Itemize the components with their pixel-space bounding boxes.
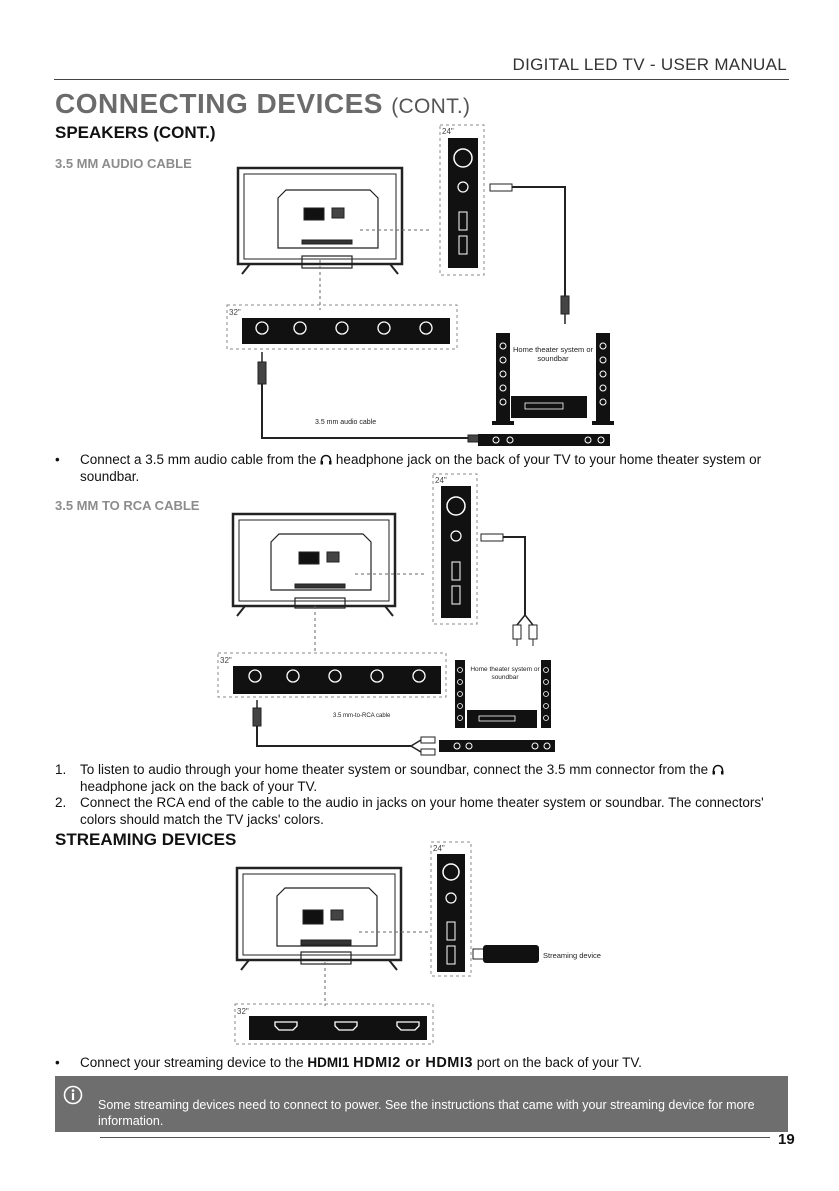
step-text [80, 761, 795, 795]
bullet-text-after: port on the back of your TV. [476, 1055, 642, 1070]
panel-32-label: 32" [220, 656, 232, 665]
port-hdmi2-hdmi3: HDMI2 or HDMI3 [353, 1055, 473, 1071]
tv-back-illustration [237, 868, 401, 970]
bullet-marker: • [55, 452, 60, 467]
device-label-line2: soundbar [537, 354, 569, 363]
device-label-line2: soundbar [491, 674, 519, 681]
rca-step-1 [55, 761, 795, 797]
headphone-icon [712, 764, 724, 775]
panel-24-label: 24" [435, 476, 447, 485]
step-number: 1. [55, 762, 67, 777]
bullet-text-before: Connect a 3.5 mm audio cable from the [80, 452, 317, 467]
panel-32-ports [249, 1016, 427, 1040]
info-note-text: Some streaming devices need to connect to power. See the instructions that came with your streaming device for more information. [98, 1098, 755, 1128]
panel-32-label: 32" [237, 1007, 249, 1016]
device-label-line1: Home theater system or [470, 666, 540, 673]
tv-back-illustration [233, 514, 395, 616]
panel-24-ports [448, 138, 478, 268]
panel-32-label: 32" [229, 308, 241, 317]
header-divider [54, 79, 789, 80]
panel-24-ports [437, 854, 465, 972]
audio-cable-bottom [258, 352, 484, 442]
streaming-device-label: Streaming device [543, 951, 601, 960]
streaming-diagram [225, 838, 625, 1048]
streaming-stick-icon [473, 945, 539, 963]
manual-header: DIGITAL LED TV - USER MANUAL [512, 55, 787, 74]
audio-cable-top [490, 184, 569, 324]
rca-cable-bottom [253, 700, 435, 755]
rca-cable-top [481, 534, 537, 646]
step-text: Connect the RCA end of the cable to the audio in jacks on your home theater system or soundbar. The connectors' colors should match the TV jacks' colors. [80, 795, 764, 827]
cable-label: 3.5 mm-to-RCA cable [333, 713, 391, 719]
step1-text-before: To listen to audio through your home theater system or soundbar, connect the 3.5 mm connector from the [80, 762, 709, 777]
step1-text-after: headphone jack on the back of your TV. [80, 779, 318, 794]
info-icon [63, 1085, 83, 1105]
section-heading-speakers: SPEAKERS (CONT.) [55, 123, 216, 142]
page-title [55, 88, 470, 120]
subheading-audio-cable: 3.5 MM AUDIO CABLE [55, 156, 192, 171]
panel-24-label: 24" [442, 127, 454, 136]
page-title-main: CONNECTING DEVICES [55, 88, 383, 119]
footer-divider [100, 1137, 770, 1138]
port-hdmi1: HDMI1 [307, 1055, 350, 1070]
cable-label: 3.5 mm audio cable [315, 419, 377, 426]
rca-cable-diagram [215, 470, 565, 760]
panel-32-ports [242, 318, 450, 344]
panel-24-ports [441, 486, 471, 618]
audio-cable-diagram [220, 120, 620, 450]
page-title-suffix: (CONT.) [391, 95, 471, 118]
bullet-text-before: Connect your streaming device to the [80, 1055, 304, 1070]
bullet-text [80, 1054, 795, 1072]
step-number: 2. [55, 795, 67, 810]
headphone-icon [320, 454, 332, 465]
device-label-line1: Home theater system or [512, 345, 594, 354]
bullet-text-after: headphone jack on the back of your TV to your home theater system or soundbar. [80, 452, 762, 484]
streaming-instruction [55, 1054, 795, 1074]
tv-back-illustration [238, 168, 402, 274]
panel-24-label: 24" [433, 844, 445, 853]
section-heading-streaming: STREAMING DEVICES [55, 830, 237, 849]
rca-step-2 [55, 794, 795, 830]
bullet-marker: • [55, 1055, 60, 1070]
subheading-rca-cable: 3.5 MM TO RCA CABLE [55, 498, 200, 513]
page-number: 19 [778, 1131, 795, 1148]
